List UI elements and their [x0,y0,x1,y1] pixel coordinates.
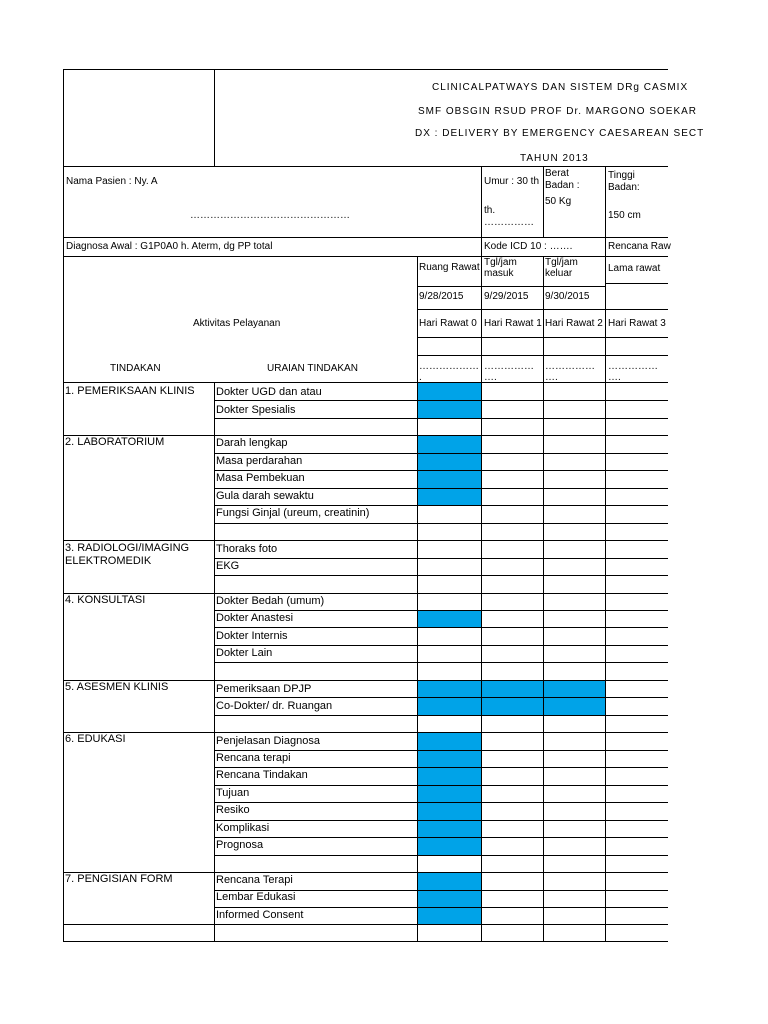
item-fungsi-ginjal: Fungsi Ginjal (ureum, creatinin) [216,507,370,519]
grid-vline [605,237,606,256]
item-darah-lengkap: Darah lengkap [216,437,288,449]
grid-hline [417,286,605,287]
grid-hline [214,837,668,838]
tindakan-header: TINDAKAN [110,363,161,374]
uraian-tindakan-header: URAIAN TINDAKAN [267,363,358,374]
header-title-line1: CLINICALPATWAYS DAN SISTEM DRg CASMIX [432,82,689,93]
grid-hline [214,767,668,768]
grid-hline [214,750,668,751]
patient-weight-value: 50 Kg [545,196,572,207]
grid-hline [63,593,668,594]
col-tgl-masuk-2: masuk [484,268,514,279]
grid-vline [543,256,544,941]
grid-hline [214,610,668,611]
dots-day1-b: …. [484,372,497,383]
grid-vline [481,256,482,941]
item-penjelasan-diagnosa: Penjelasan Diagnosa [216,735,320,747]
grid-vline [481,166,482,237]
section-radiologi: 3. RADIOLOGI/IMAGING [65,542,190,554]
grid-hline [605,283,668,284]
care-plan-label: Rencana Raw [608,241,671,252]
section-pengisian-form: 7. PENGISIAN FORM [65,873,173,885]
aktivitas-pelayanan-label: Aktivitas Pelayanan [193,318,281,329]
item-masa-pembekuan: Masa Pembekuan [216,472,305,484]
section-radiologi-b: ELEKTROMEDIK [65,555,152,567]
grid-hline [214,505,668,506]
icd-code-label: Kode ICD 10 : ……. [484,241,573,252]
date-day2: 9/30/2015 [545,291,590,302]
dots-day1: …………… [484,361,534,372]
header-title-line2: SMF OBSGIN RSUD PROF Dr. MARGONO SOEKAR [418,106,698,117]
grid-hline [63,732,668,733]
highlight-cell [418,610,481,627]
grid-hline [214,523,668,524]
item-resiko: Resiko [216,804,250,816]
grid-hline [214,855,668,856]
dots-day0: ……………… [419,361,479,372]
grid-hline [417,355,668,356]
header-title-line3: DX : DELIVERY BY EMERGENCY CAESAREAN SECT [415,128,705,139]
grid-hline [214,785,668,786]
grid-vline [543,166,544,237]
item-pemeriksaan-dpjp: Pemeriksaan DPJP [216,683,312,695]
item-ekg: EKG [216,560,240,572]
dots-day0-b: . [419,372,422,383]
item-co-dokter: Co-Dokter/ dr. Ruangan [216,700,333,712]
grid-hline [214,418,668,419]
col-ruang-rawat: Ruang Rawat [419,262,480,273]
patient-age-unit: th. [484,205,496,216]
grid-hline [214,575,668,576]
item-komplikasi: Komplikasi [216,822,270,834]
grid-hline [214,662,668,663]
grid-vline [63,69,64,941]
section-laboratorium: 2. LABORATORIUM [65,436,165,448]
item-masa-perdarahan: Masa perdarahan [216,455,303,467]
item-thoraks-foto: Thoraks foto [216,543,278,555]
patient-name-label: Nama Pasien : Ny. A [66,176,158,187]
grid-vline [481,237,482,256]
grid-hline [417,337,668,338]
section-edukasi: 6. EDUKASI [65,733,126,745]
item-dokter-spesialis: Dokter Spesialis [216,404,296,416]
grid-hline [214,453,668,454]
patient-height-label1: Tinggi [608,170,635,181]
grid-hline [63,166,668,167]
diagnosis-label: Diagnosa Awal : G1P0A0 h. Aterm, dg PP total [66,241,273,252]
dots-day2: …………… [545,361,595,372]
patient-name-dots: ………………………………………… [190,210,350,221]
item-dokter-bedah: Dokter Bedah (umum) [216,595,325,607]
grid-hline [63,924,668,925]
header-title-year: TAHUN 2013 [520,153,589,164]
grid-hline [63,540,668,541]
item-rencana-terapi-form: Rencana Terapi [216,874,293,886]
patient-height-label2: Badan: [608,182,640,193]
col-lama-rawat: Lama rawat [608,263,661,274]
item-dokter-ugd: Dokter UGD dan atau [216,386,322,398]
date-day0: 9/28/2015 [419,291,464,302]
grid-vline [417,256,418,941]
dots-day2-b: …. [545,372,558,383]
item-dokter-lain: Dokter Lain [216,647,273,659]
hari-rawat-2: Hari Rawat 2 [545,318,603,329]
item-dokter-internis: Dokter Internis [216,630,288,642]
col-tgl-keluar-1: Tgl/jam [545,257,578,268]
dots-day3: …………… [608,361,658,372]
grid-vline [605,256,606,941]
grid-hline [214,470,668,471]
hari-rawat-1: Hari Rawat 1 [484,318,542,329]
item-informed-consent: Informed Consent [216,909,304,921]
grid-hline [214,802,668,803]
section-konsultasi: 4. KONSULTASI [65,594,146,606]
grid-hline [214,558,668,559]
grid-hline [214,645,668,646]
grid-hline [214,820,668,821]
hari-rawat-0: Hari Rawat 0 [419,318,477,329]
item-rencana-tindakan: Rencana Tindakan [216,769,308,781]
grid-hline [63,382,668,383]
grid-hline [63,237,668,238]
grid-hline [63,69,668,70]
grid-hline [214,697,668,698]
item-prognosa: Prognosa [216,839,264,851]
patient-weight-label1: Berat [545,168,569,179]
patient-age-label: Umur : 30 th [484,176,540,187]
section-pemeriksaan-klinis: 1. PEMERIKSAAN KLINIS [65,385,195,397]
grid-hline [417,309,668,310]
item-gula-darah: Gula darah sewaktu [216,490,314,502]
patient-weight-label2: Badan : [545,180,580,191]
section-asesmen-klinis: 5. ASESMEN KLINIS [65,681,169,693]
patient-age-dots: …………… [484,217,534,228]
item-dokter-anastesi: Dokter Anastesi [216,612,294,624]
item-lembar-edukasi: Lembar Edukasi [216,891,296,903]
grid-vline [214,69,215,166]
dots-day3-b: …. [608,372,621,383]
grid-hline [214,907,668,908]
col-tgl-keluar-2: keluar [545,268,573,279]
col-tgl-masuk-1: Tgl/jam [484,257,517,268]
patient-height-value: 150 cm [608,210,641,221]
item-tujuan: Tujuan [216,787,250,799]
hari-rawat-3: Hari Rawat 3 [608,318,666,329]
grid-hline [214,488,668,489]
grid-hline [63,941,668,942]
grid-hline [214,400,668,401]
grid-hline [214,627,668,628]
date-day1: 9/29/2015 [484,291,529,302]
highlight-cell [418,872,481,924]
grid-hline [214,715,668,716]
item-rencana-terapi: Rencana terapi [216,752,291,764]
grid-vline [605,166,606,237]
